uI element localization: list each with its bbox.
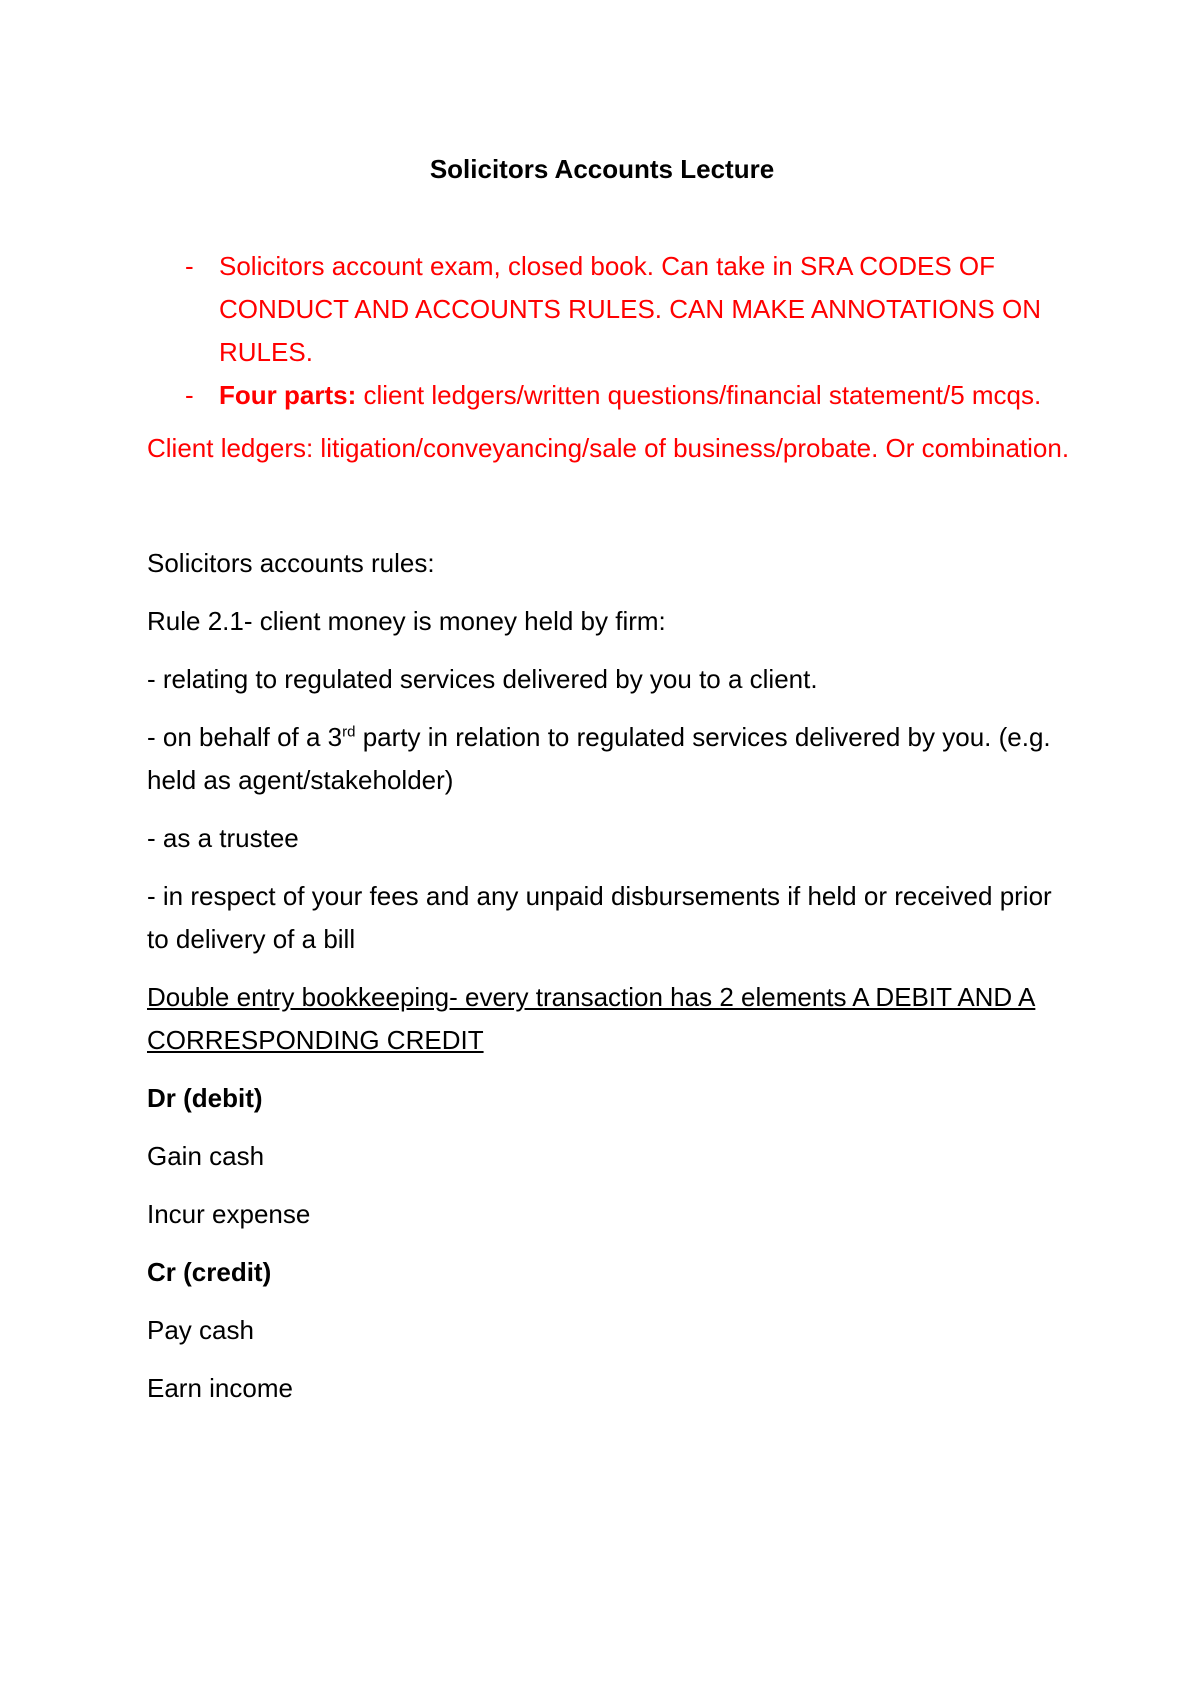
third-party-text-before: - on behalf of a 3	[147, 722, 343, 752]
document-title: Solicitors Accounts Lecture	[429, 154, 775, 184]
debit-item-incur-expense: Incur expense	[147, 1199, 311, 1229]
debit-item-gain-cash: Gain cash	[147, 1141, 265, 1171]
client-ledgers-paragraph: Client ledgers: litigation/conveyancing/sale of business/probate. Or combination.	[147, 433, 1070, 463]
credit-item-earn-income: Earn income	[147, 1373, 293, 1403]
rule-2-1: Rule 2.1- client money is money held by firm:	[147, 606, 666, 636]
rules-heading: Solicitors accounts rules:	[147, 548, 435, 578]
rule-item-third-party	[147, 716, 1077, 802]
credit-heading: Cr (credit)	[147, 1257, 272, 1287]
bullet-text: Solicitors account exam, closed book. Can take in SRA CODES OF CONDUCT AND ACCOUNTS RULES. CAN MAKE ANNOTATIONS ON RULES.	[219, 251, 1041, 367]
bullet-exam-format	[147, 245, 1077, 374]
bullet-four-parts	[147, 374, 1077, 417]
bullet-dash: -	[185, 251, 194, 281]
double-entry-heading: Double entry bookkeeping- every transaction has 2 elements A DEBIT AND A CORRESPONDING CREDIT	[147, 982, 1036, 1055]
bullet-lead: Four parts:	[219, 380, 357, 410]
third-party-text-after: party in relation to regulated services delivered by you. (e.g. held as agent/stakeholder)	[147, 722, 1051, 795]
rule-item-trustee: - as a trustee	[147, 823, 299, 853]
third-party-superscript: rd	[342, 723, 356, 741]
document-body	[147, 148, 1077, 1425]
bullet-text: client ledgers/written questions/financial statement/5 mcqs.	[356, 380, 1042, 410]
exam-bullet-list	[147, 245, 1077, 417]
rule-item-fees: - in respect of your fees and any unpaid disbursements if held or received prior to delivery of a bill	[147, 881, 1052, 954]
credit-item-pay-cash: Pay cash	[147, 1315, 254, 1345]
bullet-dash: -	[185, 380, 194, 410]
debit-heading: Dr (debit)	[147, 1083, 263, 1113]
rule-item-regulated-services: - relating to regulated services delivered by you to a client.	[147, 664, 818, 694]
